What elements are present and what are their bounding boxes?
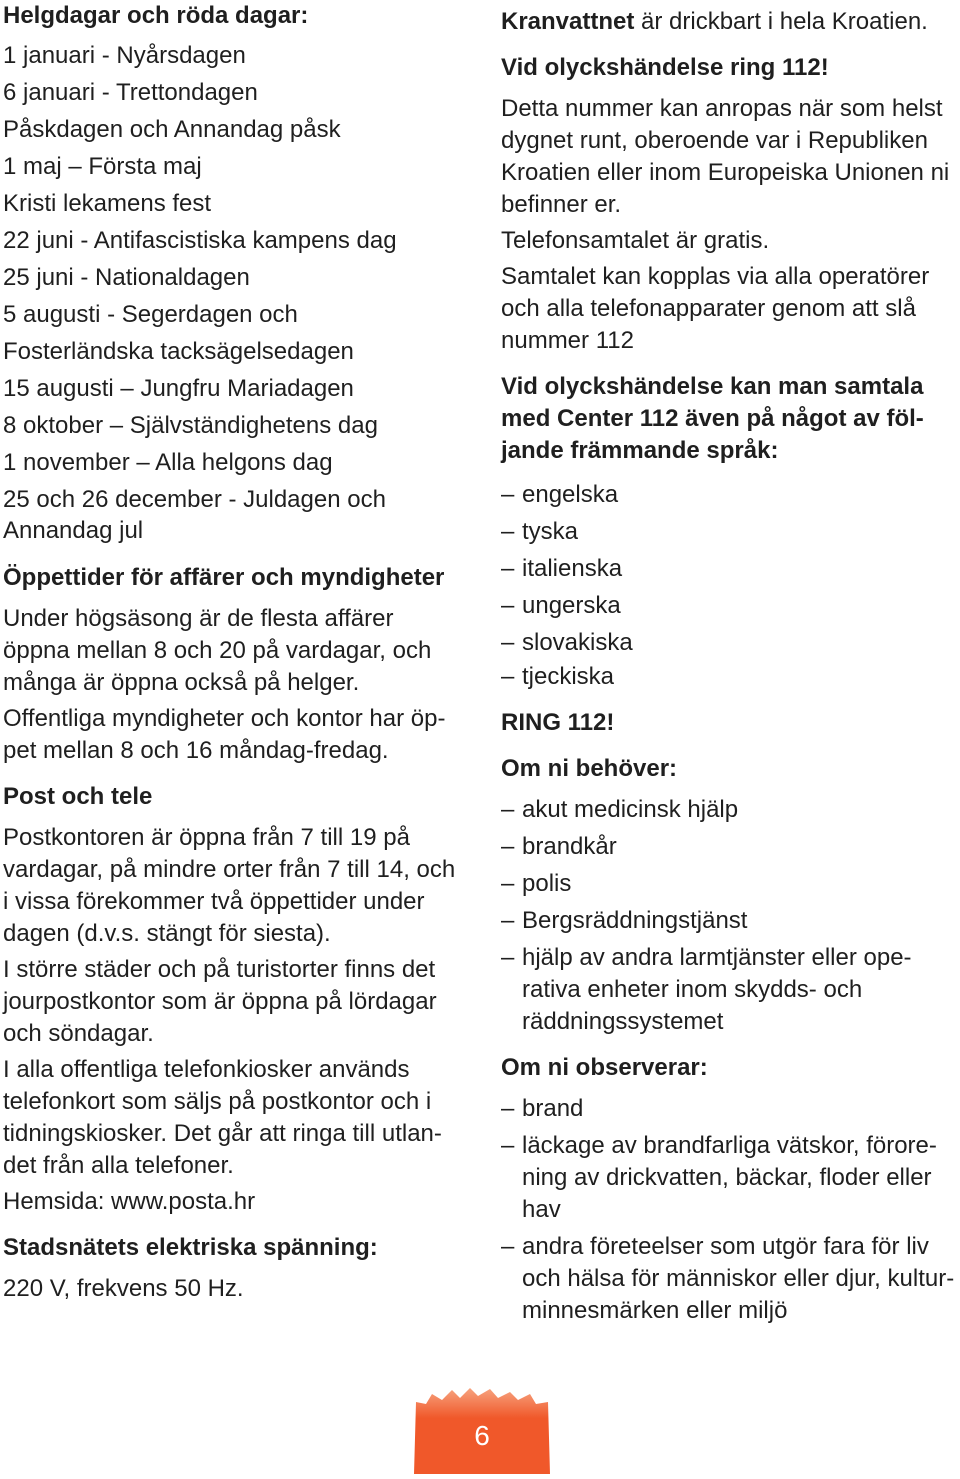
languages-heading: Vid olyckshändelse kan man samtala med Center 112 även på något av föl- jande främmande språk:	[501, 373, 924, 464]
need-list	[501, 794, 956, 1038]
observe-item: – läckage av brandfarliga vätskor, förore- ning av drickvatten, bäckar, floder eller hav	[501, 1130, 956, 1226]
hours-paragraph: Under högsäsong är de flesta affärer öppna mellan 8 och 20 på vardagar, och många är öppna också på helger.	[3, 605, 432, 696]
right-column	[501, 0, 956, 1327]
emergency-paragraph: Samtalet kan kopplas via alla operatörer och alla telefonapparater genom att slå nummer 112	[501, 263, 930, 354]
observe-item: – brand	[501, 1093, 956, 1125]
need-item: – akut medicinsk hjälp	[501, 794, 956, 826]
need-item: – hjälp av andra larmtjänster eller ope- rativa enheter inom skydds- och räddningssystemet	[501, 942, 956, 1038]
language-item: – slovakiska	[501, 624, 956, 661]
holidays-heading: Helgdagar och röda dagar:	[3, 2, 309, 29]
ring-heading: RING 112!	[501, 709, 615, 736]
hours-heading: Öppettider för affärer och myndigheter	[3, 564, 445, 591]
holiday-item: 1 november – Alla helgons dag	[3, 449, 333, 476]
post-paragraph: I alla offentliga telefonkiosker används telefonkort som säljs på postkontor och i tidningskiosker. Det går att ringa till utlan- det från alla telefoner.	[3, 1056, 442, 1179]
observe-list	[501, 1093, 956, 1327]
emergency-paragraph: Telefonsamtalet är gratis.	[501, 227, 770, 254]
holiday-item: 5 augusti - Segerdagen och	[3, 301, 298, 328]
holiday-item: 15 augusti – Jungfru Mariadagen	[3, 375, 354, 402]
left-column	[3, 0, 473, 1305]
language-list	[501, 476, 956, 693]
holiday-item: Annandag jul	[3, 517, 144, 544]
post-paragraph: I större städer och på turistorter finns det jourpostkontor som är öppna på lördagar och söndagar.	[3, 956, 437, 1047]
voltage-heading: Stadsnätets elektriska spänning:	[3, 1234, 378, 1261]
hours-paragraph: Offentliga myndigheter och kontor har öp- pet mellan 8 och 16 måndag-fredag.	[3, 705, 446, 764]
holiday-item: 8 oktober – Självständighetens dag	[3, 412, 378, 439]
page-number-badge	[412, 1386, 552, 1474]
need-item: – Bergsräddningstjänst	[501, 905, 956, 937]
holiday-item: 1 maj – Första maj	[3, 153, 202, 180]
need-item: – polis	[501, 868, 956, 900]
holiday-list	[3, 37, 473, 544]
holiday-item: 6 januari - Trettondagen	[3, 79, 258, 106]
holiday-item: Kristi lekamens fest	[3, 190, 212, 217]
emergency-heading: Vid olyckshändelse ring 112!	[501, 54, 829, 81]
holiday-item: 22 juni - Antifascistiska kampens dag	[3, 227, 397, 254]
holiday-item: 25 och 26 december - Juldagen och	[3, 486, 386, 513]
page-number: 6	[474, 1420, 490, 1451]
holiday-item: Fosterländska tacksägelsedagen	[3, 338, 354, 365]
post-heading: Post och tele	[3, 783, 153, 810]
need-heading: Om ni behöver:	[501, 755, 678, 782]
emergency-paragraph: Detta nummer kan anropas när som helst dygnet runt, oberoende var i Republiken Kroatien eller inom Europeiska Unionen ni befinner er.	[501, 95, 950, 218]
holiday-item: Påskdagen och Annandag påsk	[3, 116, 341, 143]
water-bold: Kranvattnet	[501, 8, 635, 35]
observe-item: – andra företeelser som utgör fara för liv och hälsa för människor eller djur, kultur- minnesmärken eller miljö	[501, 1231, 956, 1327]
language-item: – ungerska	[501, 587, 956, 624]
language-item: – engelska	[501, 476, 956, 513]
observe-heading: Om ni observerar:	[501, 1054, 708, 1081]
language-item: – italienska	[501, 550, 956, 587]
water-rest: är drickbart i hela Kroatien.	[634, 8, 928, 35]
need-item: – brandkår	[501, 831, 956, 863]
water-line	[501, 6, 956, 38]
language-item: – tyska	[501, 513, 956, 550]
post-paragraph: Postkontoren är öppna från 7 till 19 på vardagar, på mindre orter från 7 till 14, och i vissa förekommer två öppettider under dagen (d.v.s. stängt för siesta).	[3, 824, 456, 947]
holiday-item: 25 juni - Nationaldagen	[3, 264, 250, 291]
voltage-text: 220 V, frekvens 50 Hz.	[3, 1275, 244, 1302]
language-item: – tjeckiska	[501, 661, 956, 693]
website-line: Hemsida: www.posta.hr	[3, 1188, 256, 1215]
holiday-item: 1 januari - Nyårsdagen	[3, 42, 246, 69]
